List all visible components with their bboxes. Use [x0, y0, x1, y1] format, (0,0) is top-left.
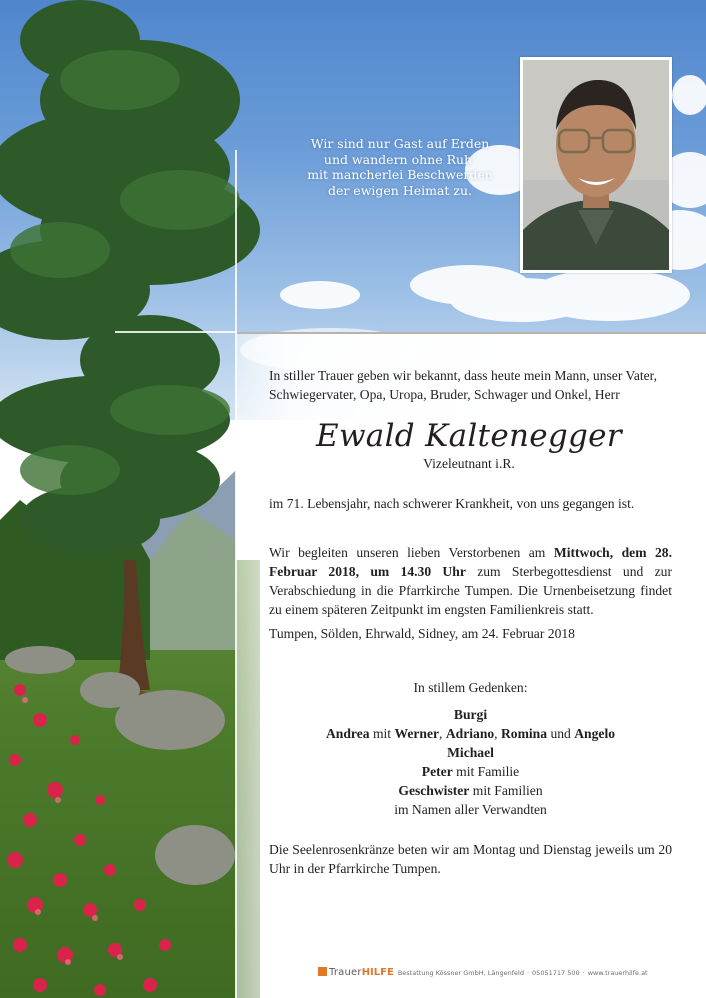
- family-row: [269, 705, 672, 724]
- funeral-details: [269, 543, 672, 619]
- family-connector: mit: [369, 726, 395, 741]
- deceased-rank: Vizeleutnant i.R.: [423, 456, 515, 471]
- deceased-name: Ewald Kaltenegger: [316, 418, 622, 454]
- family-list: [269, 705, 672, 819]
- family-row: [269, 724, 672, 743]
- brand-name: Trauer: [329, 967, 362, 978]
- trauerhilfe-logo-icon: [318, 967, 327, 976]
- family-member: Andrea: [325, 726, 370, 741]
- place-and-date: Tumpen, Sölden, Ehrwald, Sidney, am 24. Februar 2018: [269, 626, 575, 641]
- family-connector: und: [547, 726, 575, 741]
- portrait-photo: [520, 57, 672, 273]
- rosary-notice: Die Seelenrosenkränze beten wir am Montag und Dienstag jeweils um 20 Uhr in der Pfarrkirche Tumpen.: [269, 842, 672, 876]
- remembrance-heading: In stillem Gedenken:: [413, 680, 528, 695]
- intro-line: Schwiegervater, Opa, Uropa, Bruder, Schwager und Onkel, Herr: [269, 387, 620, 402]
- family-row: im Namen aller Verwandten: [394, 802, 547, 817]
- family-connector: ,: [494, 726, 501, 741]
- family-connector: mit Familien: [469, 783, 543, 798]
- cross-horizontal-beam: [115, 331, 237, 333]
- family-row: [269, 743, 672, 762]
- funeral-text: Wir begleiten unseren lieben Verstorbenen am: [269, 545, 546, 560]
- separator: ·: [582, 969, 585, 977]
- company-name: Bestattung Kössner GmbH, Längenfeld: [397, 969, 524, 977]
- portrait-icon: [523, 60, 669, 270]
- family-member: Angelo: [574, 726, 616, 741]
- family-member: Werner: [394, 726, 440, 741]
- poem-line: und wandern ohne Ruh’: [323, 151, 477, 167]
- family-member: Adriano: [445, 726, 495, 741]
- poem-line: Wir sind nur Gast auf Erden: [310, 136, 490, 151]
- family-member: Peter: [421, 764, 453, 779]
- poem: [300, 136, 500, 198]
- funeral-text: zum Sterbegottesdienst und zur Verabschiedung in die Pfarrkirche Tumpen. Die Urnenbeisetzung findet zu einem späteren Zeitpunkt im engsten Familienkreis statt.: [269, 564, 672, 617]
- family-row: [269, 762, 672, 781]
- footer: [318, 967, 698, 981]
- phone-number: 05051717 500: [532, 969, 580, 977]
- family-member: Geschwister: [398, 783, 470, 798]
- family-member: Michael: [447, 745, 494, 760]
- brand-name-accent: HILFE: [361, 967, 394, 978]
- poem-line: der ewigen Heimat zu.: [327, 182, 473, 198]
- intro-text: [269, 366, 679, 404]
- poem-line: mit mancherlei Beschwerden: [307, 167, 493, 182]
- cross-vertical-beam: [235, 150, 237, 998]
- family-connector: mit Familie: [452, 764, 520, 779]
- passing-statement: im 71. Lebensjahr, nach schwerer Krankheit, von uns gegangen ist.: [269, 496, 635, 511]
- family-connector: ,: [439, 726, 446, 741]
- family-member: Burgi: [453, 707, 488, 722]
- family-row: [269, 781, 672, 800]
- panel-divider: [236, 332, 706, 334]
- website-link[interactable]: www.trauerhilfe.at: [587, 969, 648, 977]
- separator: ·: [526, 969, 530, 977]
- funeral-date-time: Mittwoch, dem 28. Februar 2018, um 14.30 Uhr: [269, 545, 672, 579]
- intro-line: In stiller Trauer geben wir bekannt, dass heute mein Mann, unser Vater,: [269, 368, 658, 383]
- family-member: Romina: [500, 726, 548, 741]
